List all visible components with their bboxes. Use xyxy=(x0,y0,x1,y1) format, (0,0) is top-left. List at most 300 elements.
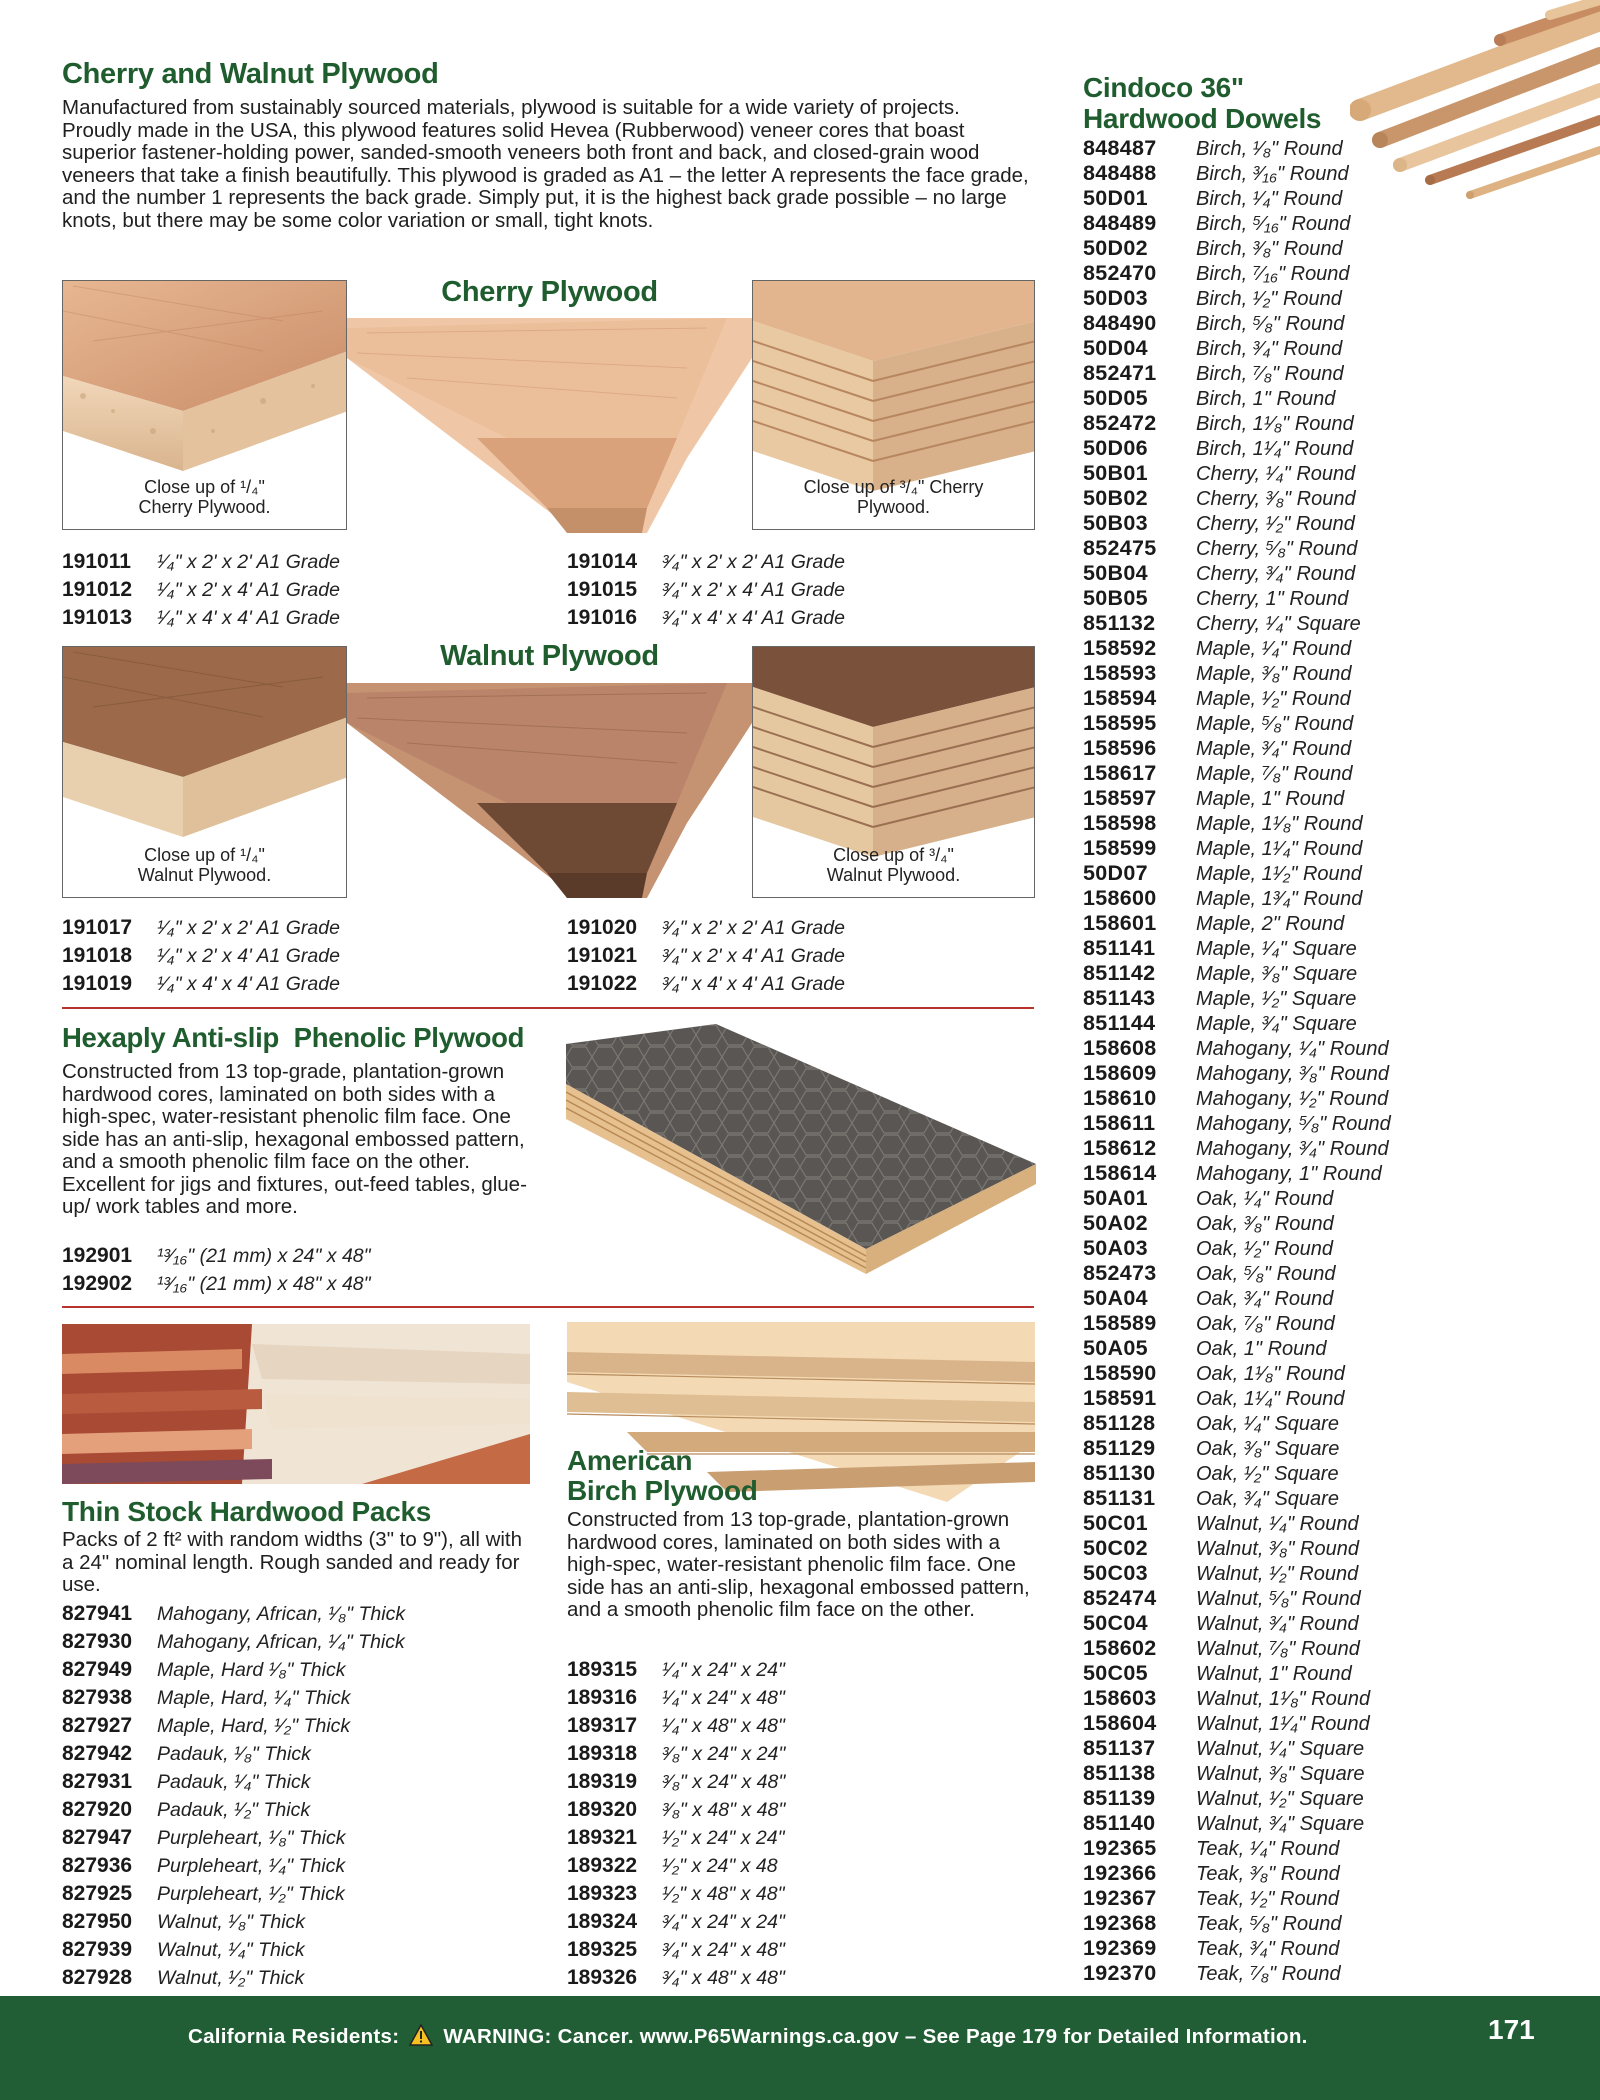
list-item xyxy=(567,1796,785,1824)
sku: 852473 xyxy=(1083,1261,1157,1285)
walnut-list-left xyxy=(62,914,340,998)
sku: 827949 xyxy=(62,1658,133,1681)
cherry-three-quarter-caption: Close up of ³/₄" Cherry Plywood. xyxy=(803,477,984,517)
list-item xyxy=(62,942,340,970)
item-description: ³⁄₄" x 4' x 4' A1 Grade xyxy=(662,973,845,995)
sku: 50C01 xyxy=(1083,1511,1148,1535)
sku: 158608 xyxy=(1083,1036,1157,1060)
item-description: Purpleheart, ¹⁄₈" Thick xyxy=(157,1827,346,1849)
cherry-walnut-intro: Manufactured from sustainably sourced materials, plywood is suitable for a wide variety of projects. Proudly made in the USA, this plywood features solid Hevea (Rubberwood) veneer cores that boast superior fastener-holding power, sanded-smooth veneers both front and back, and closed-grain wood veneers that take a finish beautifully. This plywood is graded as A1 – the letter A represents the face grade, and the number 1 represents the back grade. Simply put, it is the highest back grade possible – no large knots, but there may be some color variation or small, tight knots. xyxy=(62,96,1029,232)
item-description: Maple, ³⁄₄" Square xyxy=(1196,1013,1357,1035)
sku: 191020 xyxy=(567,916,638,939)
sku: 192366 xyxy=(1083,1861,1157,1885)
sku: 50D01 xyxy=(1083,186,1148,210)
list-item xyxy=(62,1796,405,1824)
sku: 192365 xyxy=(1083,1836,1157,1860)
sku: 852470 xyxy=(1083,261,1157,285)
item-description: ¹⁄₂" x 24" x 48 xyxy=(662,1855,778,1877)
dowel-list-item xyxy=(1083,936,1391,961)
list-item xyxy=(62,576,340,604)
dowel-list-item xyxy=(1083,961,1391,986)
dowel-list-item xyxy=(1083,1886,1391,1911)
cherry-list-left xyxy=(62,548,340,632)
item-description: Walnut, ¹⁄₂" Thick xyxy=(157,1967,305,1989)
dowel-list-item xyxy=(1083,1486,1391,1511)
list-item xyxy=(62,1600,405,1628)
dowel-list-item xyxy=(1083,1286,1391,1311)
sku: 50B04 xyxy=(1083,561,1148,585)
section-divider xyxy=(62,1007,1034,1009)
dowel-list-item xyxy=(1083,1436,1391,1461)
item-description: Teak, ³⁄₈" Round xyxy=(1196,1863,1340,1885)
item-description: Cherry, ⁵⁄₈" Round xyxy=(1196,538,1358,560)
sku: 851142 xyxy=(1083,961,1156,985)
dowel-list-item xyxy=(1083,1911,1391,1936)
item-description: Maple, ³⁄₈" Square xyxy=(1196,963,1358,985)
item-description: Birch, ¹⁄₄" Round xyxy=(1196,188,1343,210)
sku: 189321 xyxy=(567,1826,638,1849)
dowel-list-item xyxy=(1083,486,1391,511)
item-description: ³⁄₄" x 48" x 48" xyxy=(662,1967,785,1989)
item-description: Purpleheart, ¹⁄₄" Thick xyxy=(157,1855,346,1877)
sku: 827939 xyxy=(62,1938,133,1961)
sku: 158611 xyxy=(1083,1111,1156,1135)
item-description: Walnut, 1¹⁄₈" Round xyxy=(1196,1688,1371,1710)
sku: 158597 xyxy=(1083,786,1157,810)
dowel-list-item xyxy=(1083,511,1391,536)
dowel-list-item xyxy=(1083,1061,1391,1086)
dowel-list-item xyxy=(1083,1261,1391,1286)
sku: 50B05 xyxy=(1083,586,1148,610)
list-item xyxy=(62,1880,405,1908)
sku: 158589 xyxy=(1083,1311,1157,1335)
list-item xyxy=(62,548,340,576)
item-description: Walnut, ¹⁄₂" Square xyxy=(1196,1788,1364,1810)
cherry-walnut-title: Cherry and Walnut Plywood xyxy=(62,58,439,90)
dowel-list-item xyxy=(1083,611,1391,636)
list-item xyxy=(567,1964,785,1992)
item-description: Birch, ⁷⁄₁₆" Round xyxy=(1196,263,1350,285)
sku: 158598 xyxy=(1083,811,1157,835)
sku: 189317 xyxy=(567,1714,638,1737)
dowel-list-item xyxy=(1083,436,1391,461)
item-description: Cherry, ³⁄₈" Round xyxy=(1196,488,1356,510)
sku: 50A02 xyxy=(1083,1211,1148,1235)
cherry-three-quarter-closeup-image xyxy=(752,280,1035,530)
dowel-list-item xyxy=(1083,911,1391,936)
dowel-list-item xyxy=(1083,1311,1391,1336)
item-description: Cherry, ¹⁄₄" Round xyxy=(1196,463,1356,485)
birch-list xyxy=(567,1656,785,1992)
item-description: Maple, 1¹⁄₂" Round xyxy=(1196,863,1362,885)
dowel-list-item xyxy=(1083,461,1391,486)
list-item xyxy=(62,1768,405,1796)
list-item xyxy=(567,1936,785,1964)
sku: 827931 xyxy=(62,1770,133,1793)
list-item xyxy=(62,1740,405,1768)
sku: 189319 xyxy=(567,1770,638,1793)
item-description: Padauk, ¹⁄₂" Thick xyxy=(157,1799,311,1821)
item-description: Walnut, ⁷⁄₈" Round xyxy=(1196,1638,1360,1660)
item-description: ³⁄₈" x 24" x 24" xyxy=(662,1743,786,1765)
dowel-list-item xyxy=(1083,536,1391,561)
item-description: ¹⁄₄" x 2' x 4' A1 Grade xyxy=(157,945,340,967)
item-description: Oak, 1" Round xyxy=(1196,1338,1327,1360)
sku: 191016 xyxy=(567,606,638,629)
page-number: 171 xyxy=(1488,2014,1535,2045)
sku: 851143 xyxy=(1083,986,1156,1010)
sku: 191021 xyxy=(567,944,638,967)
item-description: Walnut, ³⁄₄" Round xyxy=(1196,1613,1359,1635)
walnut-three-quarter-caption: Close up of ³/₄" Walnut Plywood. xyxy=(826,845,961,885)
dowel-list-item xyxy=(1083,1086,1391,1111)
list-item xyxy=(567,548,845,576)
thin-stock-list xyxy=(62,1600,405,1992)
list-item xyxy=(567,1740,785,1768)
sku: 158617 xyxy=(1083,761,1157,785)
item-description: Oak, 1¹⁄₈" Round xyxy=(1196,1363,1345,1385)
item-description: Birch, ⁵⁄₁₆" Round xyxy=(1196,213,1351,235)
footer-bar xyxy=(0,1996,1600,2100)
item-description: Maple, 1³⁄₄" Round xyxy=(1196,888,1363,910)
hexaply-list xyxy=(62,1242,371,1298)
item-description: Birch, 1¹⁄₈" Round xyxy=(1196,413,1354,435)
item-description: Purpleheart, ¹⁄₂" Thick xyxy=(157,1883,345,1905)
list-item xyxy=(567,1880,785,1908)
list-item xyxy=(567,1712,785,1740)
dowel-list-item xyxy=(1083,1561,1391,1586)
sku: 827920 xyxy=(62,1798,133,1821)
item-description: Walnut, ¹⁄₄" Thick xyxy=(157,1939,305,1961)
sku: 50D06 xyxy=(1083,436,1148,460)
sku: 189324 xyxy=(567,1910,638,1933)
list-item xyxy=(62,970,340,998)
sku: 192369 xyxy=(1083,1936,1157,1960)
item-description: Mahogany, African, ¹⁄₄" Thick xyxy=(157,1631,405,1653)
sku: 827927 xyxy=(62,1714,133,1737)
item-description: ¹⁄₄" x 24" x 24" xyxy=(662,1659,785,1681)
item-description: Teak, ³⁄₄" Round xyxy=(1196,1938,1340,1960)
item-description: Teak, ¹⁄₄" Round xyxy=(1196,1838,1340,1860)
item-description: Walnut, ³⁄₈" Round xyxy=(1196,1538,1359,1560)
sku: 189326 xyxy=(567,1966,638,1989)
list-item xyxy=(62,1908,405,1936)
sku: 192368 xyxy=(1083,1911,1157,1935)
item-description: Walnut, ³⁄₄" Square xyxy=(1196,1813,1365,1835)
sku: 827942 xyxy=(62,1742,133,1765)
dowel-list-item xyxy=(1083,411,1391,436)
item-description: Oak, ³⁄₈" Square xyxy=(1196,1438,1340,1460)
dowel-list-item xyxy=(1083,1461,1391,1486)
birch-body: Constructed from 13 top-grade, plantation-grown hardwood cores, laminated on both sides with a high-spec, water-resistant phenolic film face. One side has an anti-slip, hexagonal embossed pattern, and a smooth phenolic film face on the other. xyxy=(567,1508,1030,1621)
sku: 50D02 xyxy=(1083,236,1148,260)
item-description: ¹⁄₄" x 48" x 48" xyxy=(662,1715,785,1737)
dowel-list-item xyxy=(1083,1111,1391,1136)
cherry-plywood-title: Cherry Plywood xyxy=(441,276,658,308)
walnut-quarter-caption: Close up of ¹/₄" Walnut Plywood. xyxy=(137,845,272,885)
item-description: ³⁄₄" x 24" x 24" xyxy=(662,1911,785,1933)
item-description: Cherry, ¹⁄₄" Square xyxy=(1196,613,1361,635)
dowel-list-item xyxy=(1083,236,1391,261)
sku: 158593 xyxy=(1083,661,1157,685)
dowel-list-item xyxy=(1083,361,1391,386)
item-description: Maple, Hard ¹⁄₈" Thick xyxy=(157,1659,346,1681)
dowel-list-item xyxy=(1083,1936,1391,1961)
thin-stock-body: Packs of 2 ft² with random widths (3" to 9"), all with a 24" nominal length. Rough sanded and ready for use. xyxy=(62,1528,523,1596)
item-description: Padauk, ¹⁄₈" Thick xyxy=(157,1743,311,1765)
warning-triangle-icon xyxy=(409,2024,433,2052)
dowel-list-item xyxy=(1083,836,1391,861)
thin-stock-image xyxy=(62,1324,530,1484)
dowel-list-item xyxy=(1083,1336,1391,1361)
sku: 851138 xyxy=(1083,1761,1156,1785)
sku: 158603 xyxy=(1083,1686,1157,1710)
item-description: ³⁄₄" x 2' x 2' A1 Grade xyxy=(662,917,845,939)
cherry-quarter-caption: Close up of ¹/₄" Cherry Plywood. xyxy=(138,477,271,517)
cherry-quarter-closeup-image xyxy=(62,280,347,530)
dowel-list-item xyxy=(1083,161,1391,186)
list-item xyxy=(62,1242,371,1270)
walnut-plywood-title: Walnut Plywood xyxy=(440,640,659,672)
sku: 191011 xyxy=(62,550,131,573)
dowel-list-item xyxy=(1083,586,1391,611)
dowel-list-item xyxy=(1083,1011,1391,1036)
item-description: Maple, ¹⁄₂" Round xyxy=(1196,688,1351,710)
item-description: Teak, ⁵⁄₈" Round xyxy=(1196,1913,1342,1935)
item-description: ³⁄₈" x 48" x 48" xyxy=(662,1799,786,1821)
item-description: ³⁄₄" x 2' x 4' A1 Grade xyxy=(662,579,845,601)
sku: 191012 xyxy=(62,578,133,601)
sku: 851144 xyxy=(1083,1011,1156,1035)
dowel-list-item xyxy=(1083,1786,1391,1811)
sku: 158592 xyxy=(1083,636,1157,660)
sku: 158614 xyxy=(1083,1161,1157,1185)
dowel-list-item xyxy=(1083,761,1391,786)
sku: 827928 xyxy=(62,1966,133,1989)
item-description: Mahogany, ¹⁄₄" Round xyxy=(1196,1038,1389,1060)
dowel-list-item xyxy=(1083,561,1391,586)
list-item xyxy=(62,1656,405,1684)
item-description: Birch, ⁵⁄₈" Round xyxy=(1196,313,1345,335)
sku: 50C03 xyxy=(1083,1561,1148,1585)
sku: 827925 xyxy=(62,1882,133,1905)
item-description: Oak, ⁵⁄₈" Round xyxy=(1196,1263,1336,1285)
sku: 50A05 xyxy=(1083,1336,1148,1360)
warning-text: WARNING: Cancer. www.P65Warnings.ca.gov – See Page 179 for Detailed Information. xyxy=(443,2025,1308,2048)
sku: 827936 xyxy=(62,1854,133,1877)
item-description: Oak, ¹⁄₂" Square xyxy=(1196,1463,1339,1485)
hexaply-body: Constructed from 13 top-grade, plantation-grown hardwood cores, laminated on both sides with a high-spec, water-resistant phenolic film face. One side has an anti-slip, hexagonal embossed pattern, and a smooth phenolic film face on the other. Excellent for jigs and fixtures, out-feed tables, glue-up/ work tables and more. xyxy=(62,1060,527,1218)
prop65-warning xyxy=(188,2024,1308,2052)
dowel-list-item xyxy=(1083,1761,1391,1786)
item-description: ¹⁄₂" x 24" x 24" xyxy=(662,1827,785,1849)
item-description: ¹⁄₄" x 2' x 2' A1 Grade xyxy=(157,917,340,939)
list-item xyxy=(62,1684,405,1712)
hexaply-plywood-image xyxy=(566,1024,1036,1274)
walnut-sheet-image xyxy=(347,683,752,898)
sku: 848489 xyxy=(1083,211,1157,235)
sku: 192901 xyxy=(62,1244,133,1267)
item-description: Mahogany, ¹⁄₂" Round xyxy=(1196,1088,1389,1110)
sku: 158610 xyxy=(1083,1086,1157,1110)
sku: 50A04 xyxy=(1083,1286,1148,1310)
item-description: ¹⁄₄" x 24" x 48" xyxy=(662,1687,785,1709)
dowels-title-line2: Hardwood Dowels xyxy=(1083,103,1322,134)
dowels-title-line1: Cindoco 36" xyxy=(1083,72,1244,103)
sku: 191019 xyxy=(62,972,133,995)
list-item xyxy=(62,1964,405,1992)
item-description: Maple, ⁷⁄₈" Round xyxy=(1196,763,1353,785)
sku: 192370 xyxy=(1083,1961,1157,1985)
item-description: Teak, ¹⁄₂" Round xyxy=(1196,1888,1339,1910)
sku: 827938 xyxy=(62,1686,133,1709)
item-description: Oak, ¹⁄₄" Round xyxy=(1196,1188,1334,1210)
sku: 50B01 xyxy=(1083,461,1148,485)
item-description: Cherry, ¹⁄₂" Round xyxy=(1196,513,1355,535)
list-item xyxy=(567,970,845,998)
item-description: Walnut, ¹⁄₂" Round xyxy=(1196,1563,1359,1585)
sku: 158602 xyxy=(1083,1636,1157,1660)
dowel-list-item xyxy=(1083,686,1391,711)
dowel-list-item xyxy=(1083,1211,1391,1236)
item-description: Birch, 1" Round xyxy=(1196,388,1336,410)
dowel-list-item xyxy=(1083,211,1391,236)
sku: 851129 xyxy=(1083,1436,1156,1460)
sku: 189315 xyxy=(567,1658,638,1681)
dowel-list-item xyxy=(1083,886,1391,911)
sku: 50C02 xyxy=(1083,1536,1148,1560)
sku: 50B02 xyxy=(1083,486,1148,510)
cherry-list-right xyxy=(567,548,845,632)
dowel-list-item xyxy=(1083,336,1391,361)
item-description: Padauk, ¹⁄₄" Thick xyxy=(157,1771,311,1793)
dowel-list-item xyxy=(1083,636,1391,661)
sku: 192367 xyxy=(1083,1886,1157,1910)
dowel-list-item xyxy=(1083,1386,1391,1411)
item-description: Birch, ⁷⁄₈" Round xyxy=(1196,363,1344,385)
dowel-list-item xyxy=(1083,811,1391,836)
sku: 189325 xyxy=(567,1938,638,1961)
dowel-list-item xyxy=(1083,1711,1391,1736)
item-description: Mahogany, ³⁄₄" Round xyxy=(1196,1138,1389,1160)
item-description: Mahogany, ³⁄₈" Round xyxy=(1196,1063,1389,1085)
item-description: ¹⁄₄" x 2' x 2' A1 Grade xyxy=(157,551,340,573)
item-description: Walnut, ¹⁄₄" Square xyxy=(1196,1738,1365,1760)
dowel-list-item xyxy=(1083,1236,1391,1261)
item-description: ¹⁄₄" x 4' x 4' A1 Grade xyxy=(157,973,340,995)
dowel-list-item xyxy=(1083,1811,1391,1836)
hexaply-title: Hexaply Anti-slip Phenolic Plywood xyxy=(62,1022,525,1053)
item-description: Oak, ⁷⁄₈" Round xyxy=(1196,1313,1335,1335)
dowel-list-item xyxy=(1083,1586,1391,1611)
item-description: ³⁄₄" x 2' x 2' A1 Grade xyxy=(662,551,845,573)
item-description: Cherry, 1" Round xyxy=(1196,588,1349,610)
sku: 191018 xyxy=(62,944,133,967)
sku: 191014 xyxy=(567,550,638,573)
item-description: Maple, Hard, ¹⁄₂" Thick xyxy=(157,1715,351,1737)
list-item xyxy=(62,914,340,942)
sku: 827950 xyxy=(62,1910,133,1933)
sku: 192902 xyxy=(62,1272,133,1295)
list-item xyxy=(567,1824,785,1852)
sku: 851141 xyxy=(1083,936,1156,960)
item-description: Walnut, 1" Round xyxy=(1196,1663,1352,1685)
birch-title xyxy=(567,1446,758,1506)
item-description: Birch, ³⁄₁₆" Round xyxy=(1196,163,1349,185)
sku: 158596 xyxy=(1083,736,1157,760)
dowel-list-item xyxy=(1083,186,1391,211)
sku: 158590 xyxy=(1083,1361,1157,1385)
item-description: Walnut, ⁵⁄₈" Round xyxy=(1196,1588,1361,1610)
sku: 852475 xyxy=(1083,536,1157,560)
sku: 851137 xyxy=(1083,1736,1156,1760)
dowel-list-item xyxy=(1083,261,1391,286)
sku: 189323 xyxy=(567,1882,638,1905)
item-description: Maple, 1¹⁄₈" Round xyxy=(1196,813,1363,835)
sku: 50A01 xyxy=(1083,1186,1148,1210)
list-item xyxy=(62,1712,405,1740)
sku: 50D05 xyxy=(1083,386,1148,410)
item-description: ³⁄₄" x 2' x 4' A1 Grade xyxy=(662,945,845,967)
sku: 191022 xyxy=(567,972,638,995)
item-description: Birch, ³⁄₄" Round xyxy=(1196,338,1343,360)
sku: 827947 xyxy=(62,1826,133,1849)
item-description: Teak, ⁷⁄₈" Round xyxy=(1196,1963,1341,1985)
sku: 852474 xyxy=(1083,1586,1157,1610)
item-description: ¹³⁄₁₆" (21 mm) x 48" x 48" xyxy=(157,1273,371,1295)
sku: 852471 xyxy=(1083,361,1157,385)
list-item xyxy=(567,942,845,970)
dowel-list-item xyxy=(1083,1186,1391,1211)
sku: 50D04 xyxy=(1083,336,1148,360)
sku: 827930 xyxy=(62,1630,133,1653)
list-item xyxy=(567,914,845,942)
section-divider xyxy=(62,1306,1034,1308)
sku: 50C04 xyxy=(1083,1611,1148,1635)
list-item xyxy=(62,604,340,632)
list-item xyxy=(567,604,845,632)
sku: 848488 xyxy=(1083,161,1157,185)
item-description: Walnut, ¹⁄₈" Thick xyxy=(157,1911,306,1933)
item-description: Maple, ⁵⁄₈" Round xyxy=(1196,713,1354,735)
item-description: Mahogany, ⁵⁄₈" Round xyxy=(1196,1113,1391,1135)
item-description: ³⁄₄" x 24" x 48" xyxy=(662,1939,785,1961)
sku: 191015 xyxy=(567,578,638,601)
birch-title-line2: Birch Plywood xyxy=(567,1475,758,1506)
dowel-list-item xyxy=(1083,661,1391,686)
item-description: ¹⁄₂" x 48" x 48" xyxy=(662,1883,785,1905)
list-item xyxy=(567,1684,785,1712)
dowel-list-item xyxy=(1083,1636,1391,1661)
item-description: ³⁄₈" x 24" x 48" xyxy=(662,1771,786,1793)
item-description: Walnut, ³⁄₈" Square xyxy=(1196,1763,1365,1785)
dowel-list-item xyxy=(1083,1361,1391,1386)
sku: 50D03 xyxy=(1083,286,1148,310)
list-item xyxy=(62,1852,405,1880)
item-description: ¹³⁄₁₆" (21 mm) x 24" x 48" xyxy=(157,1245,371,1267)
walnut-list-right xyxy=(567,914,845,998)
sku: 851131 xyxy=(1083,1486,1156,1510)
item-description: ¹⁄₄" x 4' x 4' A1 Grade xyxy=(157,607,340,629)
item-description: Oak, ³⁄₄" Square xyxy=(1196,1488,1339,1510)
item-description: ³⁄₄" x 4' x 4' A1 Grade xyxy=(662,607,845,629)
dowel-list-item xyxy=(1083,986,1391,1011)
california-residents-label: California Residents: xyxy=(188,2025,400,2048)
dowel-list-item xyxy=(1083,1611,1391,1636)
item-description: Maple, 2" Round xyxy=(1196,913,1345,935)
dowel-list-item xyxy=(1083,1036,1391,1061)
dowel-list-item xyxy=(1083,1836,1391,1861)
